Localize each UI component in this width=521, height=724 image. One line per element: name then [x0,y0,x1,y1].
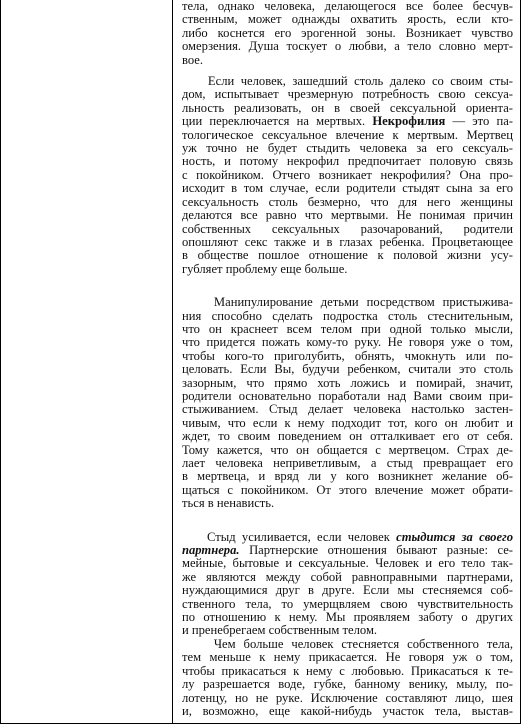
text-line: по отношению к нему. Мы проявляем заботу о других [182,610,513,625]
text-line: же являются между собой равноправными партнерами, [182,569,513,584]
text-line: чтобы кого-то приголубить, обнять, чмокнуть или по- [182,348,513,363]
emphasis-phrase: стыдится за своего [396,529,513,544]
text-line: Манипулирование детьми посредством пристыжива- [182,295,513,310]
text-line: ждет, то своим поведением он отталкивает его от себя. [182,429,513,444]
text-line: исходит в том случае, если родители стыдят сына за его [182,181,513,196]
text-line: в обществе пошлое отношение к половой жизни усу- [182,248,513,263]
text-line: родители основательно поработали над Вами своим при- [182,388,513,403]
text-line: ния способно сделать подростка столь стеснительным, [182,308,513,323]
text-line: стыживанием. Стыд делает человека настолько застен- [182,402,513,417]
text-line: лает человека неприветливым, а стыд превращает его [182,456,513,470]
text-line: вое. [182,52,204,67]
text-line: тем меньше к нему прикасается. Не говоря уж о том, [182,650,513,665]
column-divider [172,0,173,724]
text-line [182,115,513,128]
text-segment: ции переключается на мертвых. [182,114,373,129]
text-line: целовать. Если Вы, будучи ребенком, считали это столь [182,362,513,377]
text-line: и, возможно, еще какой-нибудь участок тела, выстав- [182,703,513,718]
text-column [182,0,513,718]
text-line [182,544,513,557]
text-line: делаются все равно что мертвыми. Не понимая причин [182,208,513,223]
paragraph-3 [182,296,513,511]
text-line: сексуальность столь безмерно, что для него женщины [182,194,513,209]
text-line: чтобы прикасаться к нему с любовью. Прикасаться к те- [182,663,513,678]
text-line: ться в ненависть. [182,496,275,511]
text-line: Чем больше человек стесняется собственного тела, [182,636,513,651]
text-line: льность реализовать, он в своей сексуальной ориента- [182,100,513,115]
term-necrophilia: Некрофилия [372,114,446,129]
text-line: тологическое сексуальное влечение к мертвым. Мертвец [182,127,513,142]
text-line: зазорным, что прямо хоть ложись и помирай, значит, [182,375,513,390]
paragraph-2 [182,75,513,276]
text-line: опошляют секс также и в глазах ребенка. Процветающее [182,234,513,249]
text-line: губляет проблему еще больше. [182,261,348,276]
text-line: мейные, бытовые и сексуальные. Человек и его тело так- [182,556,513,571]
text-line: тела, однако человека, делающегося все более бесчув- [182,0,513,13]
text-line: уж точно не будет стыдить человека за его сексуаль- [182,141,513,156]
paragraph-4 [182,531,513,719]
text-line: лу разрешается воде, губке, банному венику, мылу, по- [182,677,513,692]
text-line: в мертвеца, и вряд ли у кого возникнет желание об- [182,469,513,484]
text-line: что он краснеет всем телом при одной только мысли, [182,321,513,336]
text-segment: Партнерские отношения бывают разные: се- [239,543,513,558]
text-line: ственного тела, то умерщвляем свою чувствительность [182,596,513,611]
text-line: либо коснется его эрогенной зоны. Возникает чувство [182,25,513,40]
text-line: нуждающимися друг в друге. Если мы стесняемся соб- [182,583,513,598]
text-line: лотенцу, но не руке. Исключение составляют лицо, шея [182,690,513,705]
text-line: с покойником. Отчего возникает некрофилия? Она про- [182,167,513,182]
text-line: щаться с покойником. От этого влечение может обрати- [182,482,513,497]
paragraph-1 [182,0,513,67]
text-line: ственным, может однажды охватить ярость, если кто- [182,12,513,27]
emphasis-phrase: партнера. [182,543,240,558]
text-line: собственных сексуальных разочарований, родители [182,221,513,236]
text-segment: Стыд усиливается, если человек [182,529,397,544]
text-segment: — это па- [445,114,513,129]
text-line: дом, испытывает чрезмерную потребность свою сексуа- [182,87,513,102]
text-line: Если человек, зашедший столь далеко со своим сты- [182,74,513,89]
text-line: что придется пожать кому-то руку. Не говоря уже о том, [182,335,513,350]
text-line: омерзения. Душа тоскует о любви, а тело словно мерт- [182,39,513,54]
text-line: Тому кажется, что он общается с мертвецом. Страх де- [182,442,513,457]
text-line: и пренебрегаем собственным телом. [182,623,378,638]
text-line [182,531,513,544]
text-line: ность, и потому некрофил предпочитает половую связь [182,154,513,169]
text-line: чивым, что если к нему подходит тот, кого он любит и [182,415,513,430]
